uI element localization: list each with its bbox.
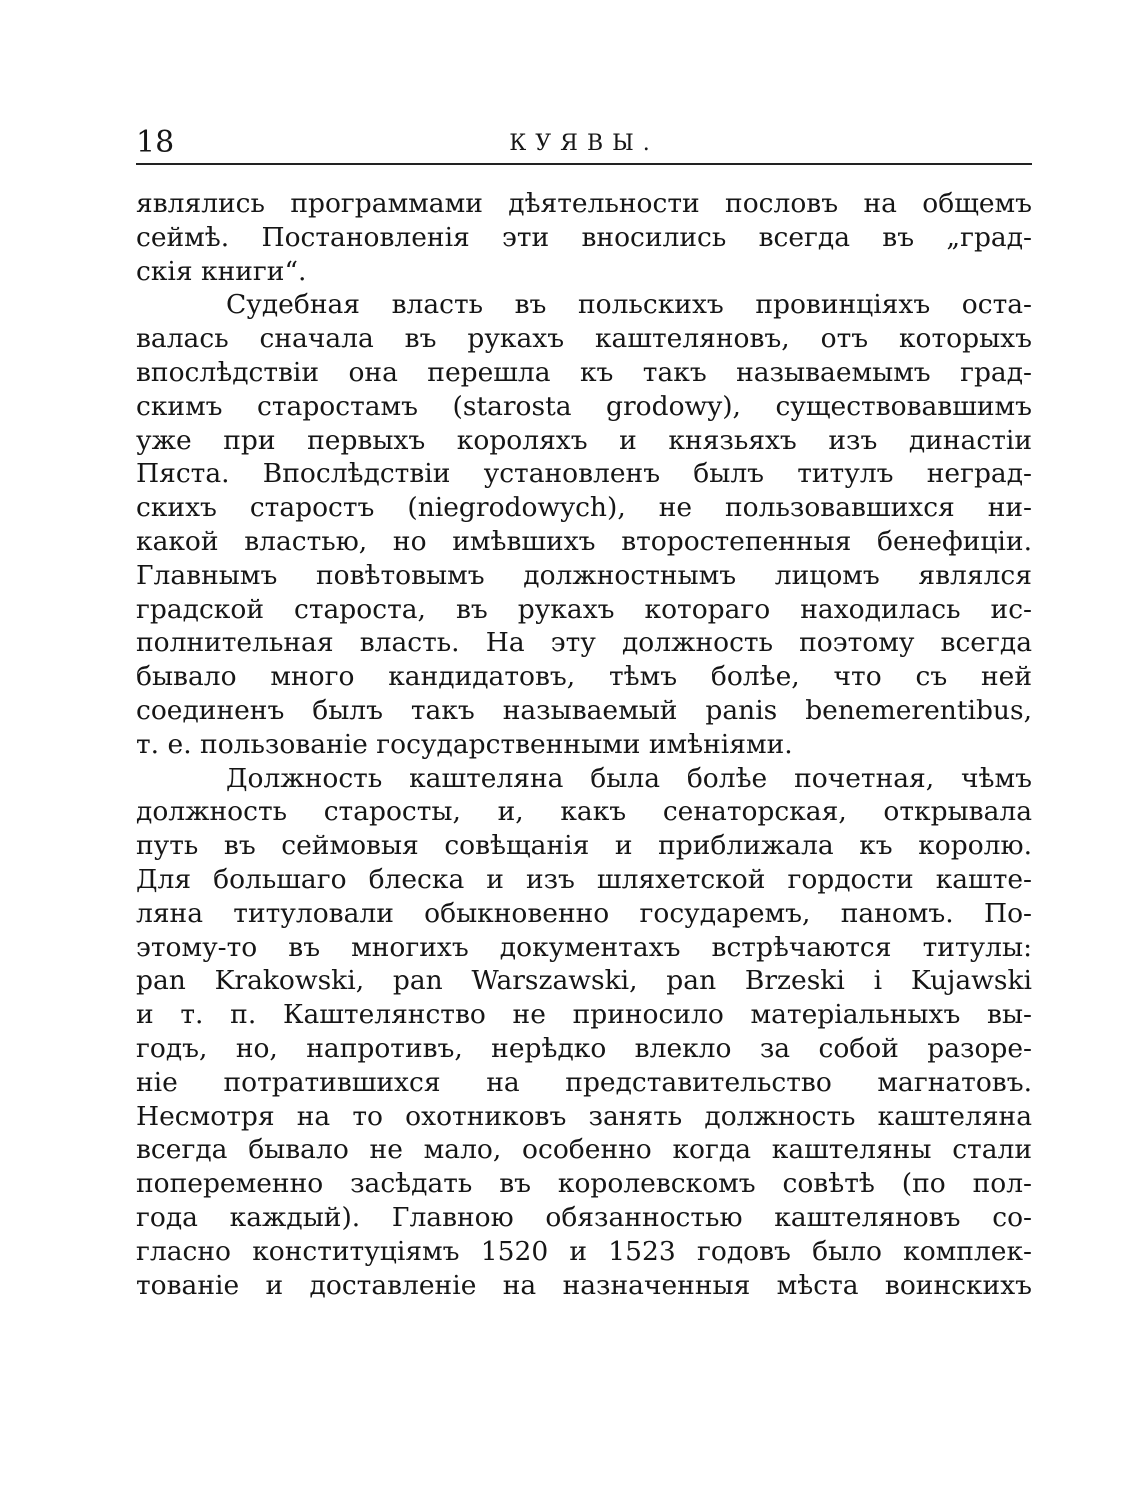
- text-line: этому-то въ многихъ документахъ встрѣчаются титулы:: [136, 931, 1032, 963]
- text-line: попеременно засѣдать въ королевскомъ совѣтѣ (по пол-: [136, 1168, 1032, 1200]
- paragraph-1: [136, 187, 1032, 288]
- text-line: скихъ старостъ (niegrodowych), не пользовавшихся ни-: [136, 492, 1032, 524]
- text-line: являлись программами дѣятельности пословъ на общемъ: [136, 188, 1032, 219]
- text-line: какой властью, но имѣвшихъ второстепенныя бенефиціи.: [136, 525, 1032, 557]
- text-line: Должность каштеляна была болѣе почетная, чѣмъ: [226, 762, 1032, 794]
- text-line: ляна титуловали обыкновенно государемъ, паномъ. По-: [136, 897, 1032, 929]
- header-rule: [136, 163, 1032, 165]
- text-line: ніе потратившихся на представительство магнатовъ.: [136, 1066, 1032, 1098]
- text-line: градской староста, въ рукахъ котораго находилась ис-: [136, 593, 1032, 625]
- text-line: всегда бывало не мало, особенно когда каштеляны стали: [136, 1134, 1032, 1166]
- page-text: [136, 187, 1032, 1302]
- page-header: [136, 125, 1032, 165]
- paragraph-2: [136, 288, 1032, 761]
- text-line: Главнымъ повѣтовымъ должностнымъ лицомъ являлся: [136, 559, 1032, 591]
- text-line: т. е. пользованіе государственными имѣніями.: [136, 728, 793, 760]
- text-line: тованіе и доставленіе на назначенныя мѣста воинскихъ: [136, 1269, 1032, 1301]
- text-line: гласно конституціямъ 1520 и 1523 годовъ было комплек-: [136, 1235, 1032, 1267]
- text-line: уже при первыхъ короляхъ и князьяхъ изъ династіи: [136, 424, 1032, 456]
- text-line: Пяста. Впослѣдствіи установленъ былъ титулъ неград-: [136, 458, 1032, 490]
- text-line: впослѣдствіи она перешла къ такъ называемымъ град-: [136, 356, 1032, 388]
- paragraph-3: [136, 762, 1032, 1303]
- text-line: полнительная власть. На эту должность поэтому всегда: [136, 627, 1032, 659]
- text-line: должность старосты, и, какъ сенаторская, открывала: [136, 796, 1032, 828]
- text-line: валась сначала въ рукахъ каштеляновъ, отъ которыхъ: [136, 323, 1032, 355]
- text-line: скія книги“.: [136, 255, 307, 287]
- text-line: сеймѣ. Постановленія эти вносились всегда въ „град-: [136, 221, 1032, 253]
- text-line: pan Krakowski, pan Warszawski, pan Brzeski i Kujawski: [136, 965, 1032, 997]
- text-line: годъ, но, напротивъ, нерѣдко влекло за собой разоре-: [136, 1032, 1032, 1064]
- page-number: 18: [136, 125, 175, 160]
- text-line: скимъ старостамъ (starosta grodowy), существовавшимъ: [136, 390, 1032, 422]
- text-line: Для большаго блеска и изъ шляхетской гордости каште-: [136, 863, 1032, 895]
- running-title: КУЯВЫ.: [509, 131, 659, 156]
- text-line: бывало много кандидатовъ, тѣмъ болѣе, что съ ней: [136, 661, 1032, 693]
- text-line: путь въ сеймовыя совѣщанія и приближала къ королю.: [136, 830, 1032, 862]
- text-line: Несмотря на то охотниковъ занять должность каштеляна: [136, 1100, 1032, 1132]
- text-line: и т. п. Каштелянство не приносило матеріальныхъ вы-: [136, 999, 1032, 1031]
- text-line: года каждый). Главною обязанностью каштеляновъ со-: [136, 1201, 1032, 1233]
- text-line: соединенъ былъ такъ называемый panis benemerentibus,: [136, 694, 1032, 726]
- text-line: Судебная власть въ польскихъ провинціяхъ оста-: [226, 289, 1032, 321]
